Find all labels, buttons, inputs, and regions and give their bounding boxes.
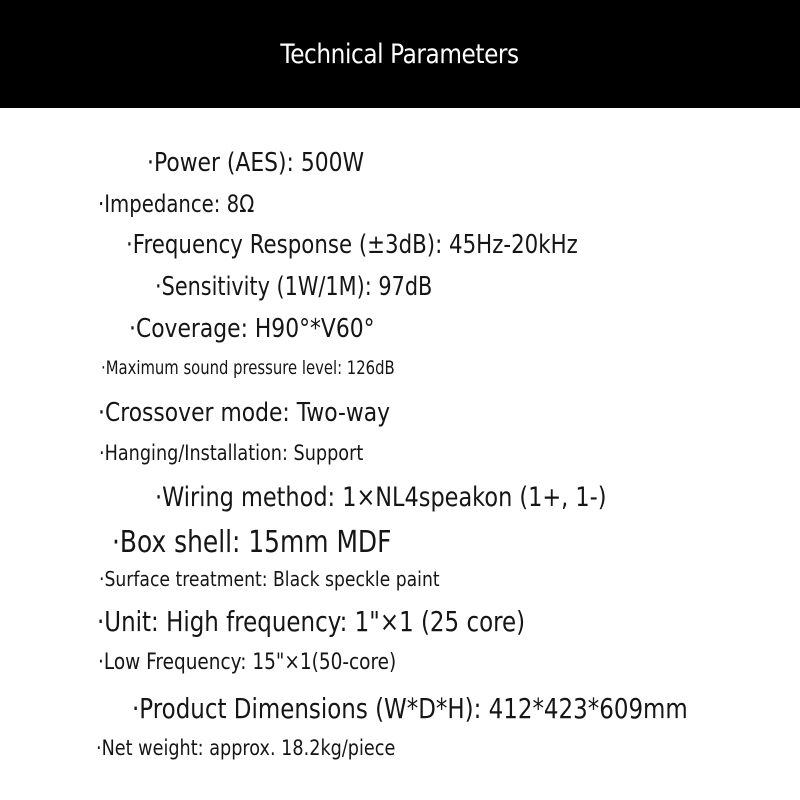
spec-power: ·Power (AES): 500W	[147, 148, 365, 178]
spec-surface-treatment: ·Surface treatment: Black speckle paint	[99, 567, 440, 591]
spec-max-spl: ·Maximum sound pressure level: 126dB	[101, 357, 395, 379]
spec-impedance: ·Impedance: 8Ω	[98, 190, 255, 218]
spec-wiring-method: ·Wiring method: 1×NL4speakon (1+, 1-)	[155, 482, 607, 513]
spec-crossover-mode: ·Crossover mode: Two-way	[98, 398, 391, 428]
spec-product-dimensions: ·Product Dimensions (W*D*H): 412*423*609mm	[132, 692, 688, 725]
page-title: Technical Parameters	[280, 38, 520, 70]
spec-frequency-response: ·Frequency Response (±3dB): 45Hz-20kHz	[126, 230, 578, 260]
spec-hanging-installation: ·Hanging/Installation: Support	[99, 441, 364, 465]
spec-low-frequency-unit: ·Low Frequency: 15"×1(50-core)	[98, 650, 397, 675]
spec-high-frequency-unit: ·Unit: High frequency: 1"×1 (25 core)	[97, 605, 526, 638]
spec-sensitivity: ·Sensitivity (1W/1M): 97dB	[155, 272, 433, 302]
spec-coverage: ·Coverage: H90°*V60°	[129, 314, 375, 344]
spec-net-weight: ·Net weight: approx. 18.2kg/piece	[96, 736, 396, 760]
spec-box-shell: ·Box shell: 15mm MDF	[112, 525, 392, 560]
header-banner	[0, 0, 800, 108]
